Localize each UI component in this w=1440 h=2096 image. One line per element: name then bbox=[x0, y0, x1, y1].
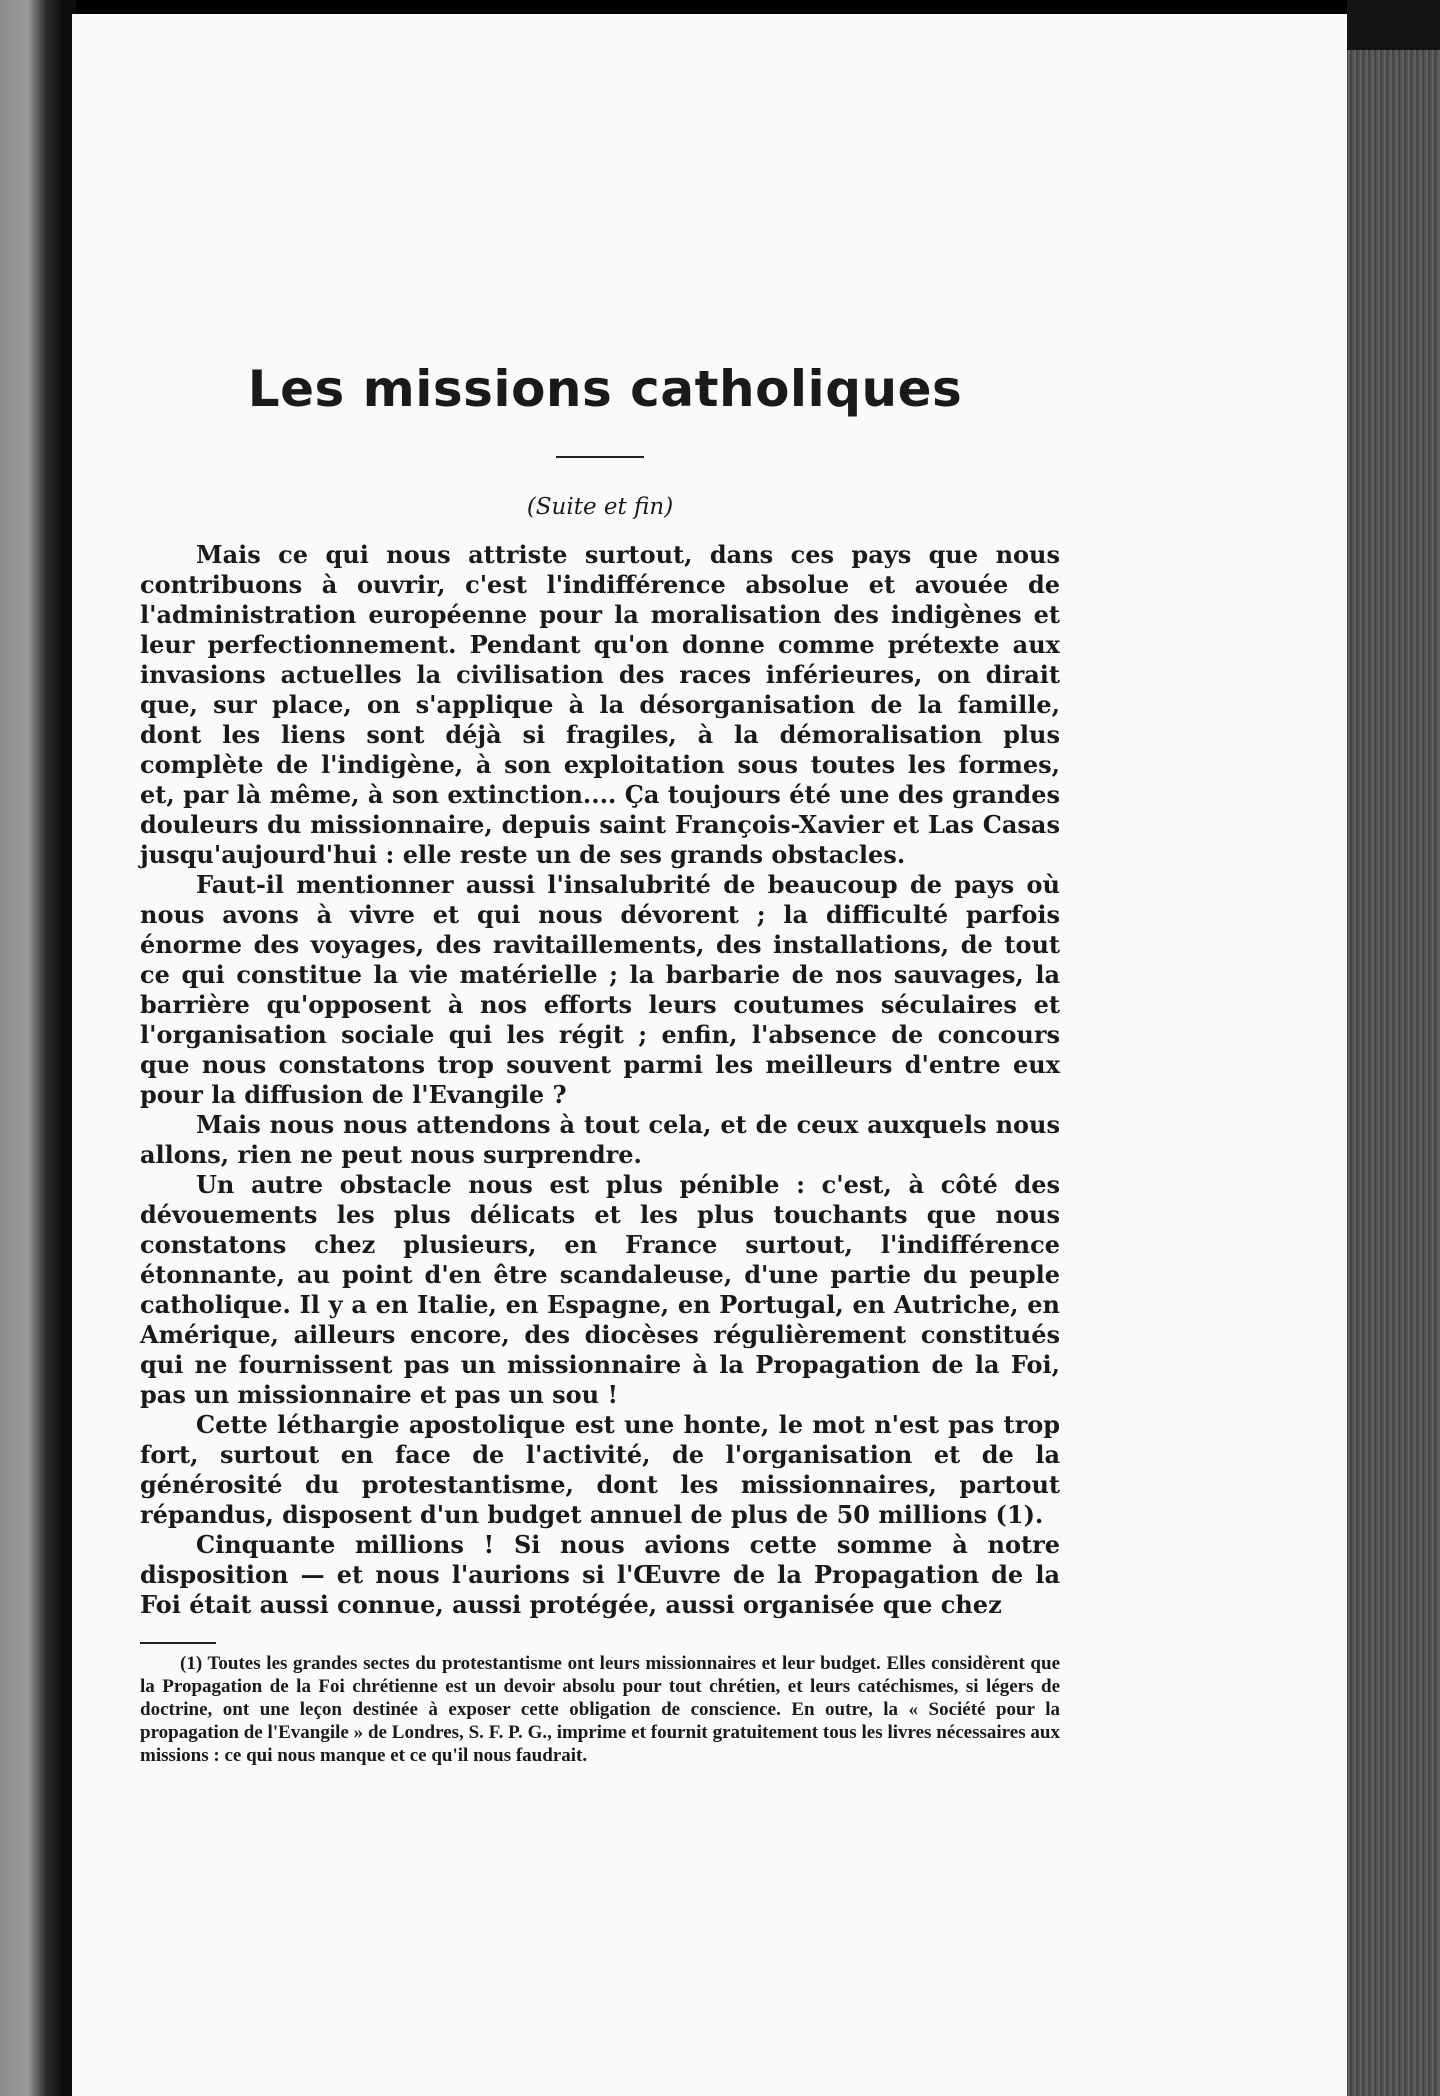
footnote-rule bbox=[140, 1642, 216, 1644]
article-subtitle: (Suite et fin) bbox=[526, 494, 674, 520]
paragraph: Mais nous nous attendons à tout cela, et de ceux auxquels nous allons, rien ne peut nous surprendre. bbox=[140, 1110, 1060, 1169]
paragraph: Faut-il mentionner aussi l'insalubrité de beaucoup de pays où nous avons à vivre et qui nous dévorent ; la difficulté parfois énorme des voyages, des ravitaillements, des installations, de tout ce qui constitue la vie matérielle ; la barbarie de nos sauvages, la barrière qu'opposent à nos efforts leurs coutumes séculaires et l'organisation sociale qui les régit ; enfin, l'absence de concours que nous constatons trop souvent parmi les meilleurs d'entre eux pour la diffusion de l'Evangile ? bbox=[140, 870, 1060, 1109]
page-stack-top-shadow bbox=[1347, 0, 1440, 50]
article-title: Les missions catholiques bbox=[247, 360, 963, 418]
article-body bbox=[140, 360, 1060, 1767]
paragraph: Mais ce qui nous attriste surtout, dans ces pays que nous contribuons à ouvrir, c'est l'indifférence absolue et avouée de l'administration européenne pour la moralisation des indigènes et leur perfectionnement. Pendant qu'on donne comme prétexte aux invasions actuelles la civilisation des races inférieures, on dirait que, sur place, on s'applique à la désorganisation de la famille, dont les liens sont déjà si fragiles, à la démoralisation plus complète de l'indigène, à son exploitation sous toutes les formes, et, par là même, à son extinction.... Ça toujours été une des grandes douleurs du missionnaire, depuis saint François-Xavier et Las Casas jusqu'aujourd'hui : elle reste un de ses grands obstacles. bbox=[140, 540, 1060, 869]
footnote: (1) Toutes les grandes sectes du protestantisme ont leurs missionnaires et leur budget. Elles considèrent que la Propagation de la Foi chrétienne est un devoir absolu pour tout chrétien, et leurs catéchismes, si légers de doctrine, ont une leçon destinée à exposer cette obligation de conscience. En outre, la « Société pour la propagation de l'Evangile » de Londres, S. F. P. G., imprime et fournit gratuitement tous les livres nécessaires aux missions : ce qui nous manque et ce qu'il nous faudrait. bbox=[140, 1653, 1060, 1766]
paragraph: Cette léthargie apostolique est une honte, le mot n'est pas trop fort, surtout en face de l'activité, de l'organisation et de la générosité du protestantisme, dont les missionnaires, partout répandus, disposent d'un budget annuel de plus de 50 millions (1). bbox=[140, 1410, 1060, 1529]
paragraph: Un autre obstacle nous est plus pénible : c'est, à côté des dévouements les plus délicats et les plus touchants que nous constatons chez plusieurs, en France surtout, l'indifférence étonnante, au point d'en être scandaleuse, d'une partie du peuple catholique. Il y a en Italie, en Espagne, en Portugal, en Autriche, en Amérique, ailleurs encore, des diocèses régulièrement constitués qui ne fournissent pas un missionnaire à la Propagation de la Foi, pas un missionnaire et pas un sou ! bbox=[140, 1170, 1060, 1409]
page-stack-edges bbox=[1347, 50, 1440, 2096]
facing-page-edge bbox=[0, 0, 62, 2096]
title-rule bbox=[556, 456, 644, 458]
paragraph: Cinquante millions ! Si nous avions cette somme à notre disposition — et nous l'aurions si l'Œuvre de la Propagation de la Foi était aussi connue, aussi protégée, aussi organisée que chez bbox=[140, 1530, 1060, 1619]
